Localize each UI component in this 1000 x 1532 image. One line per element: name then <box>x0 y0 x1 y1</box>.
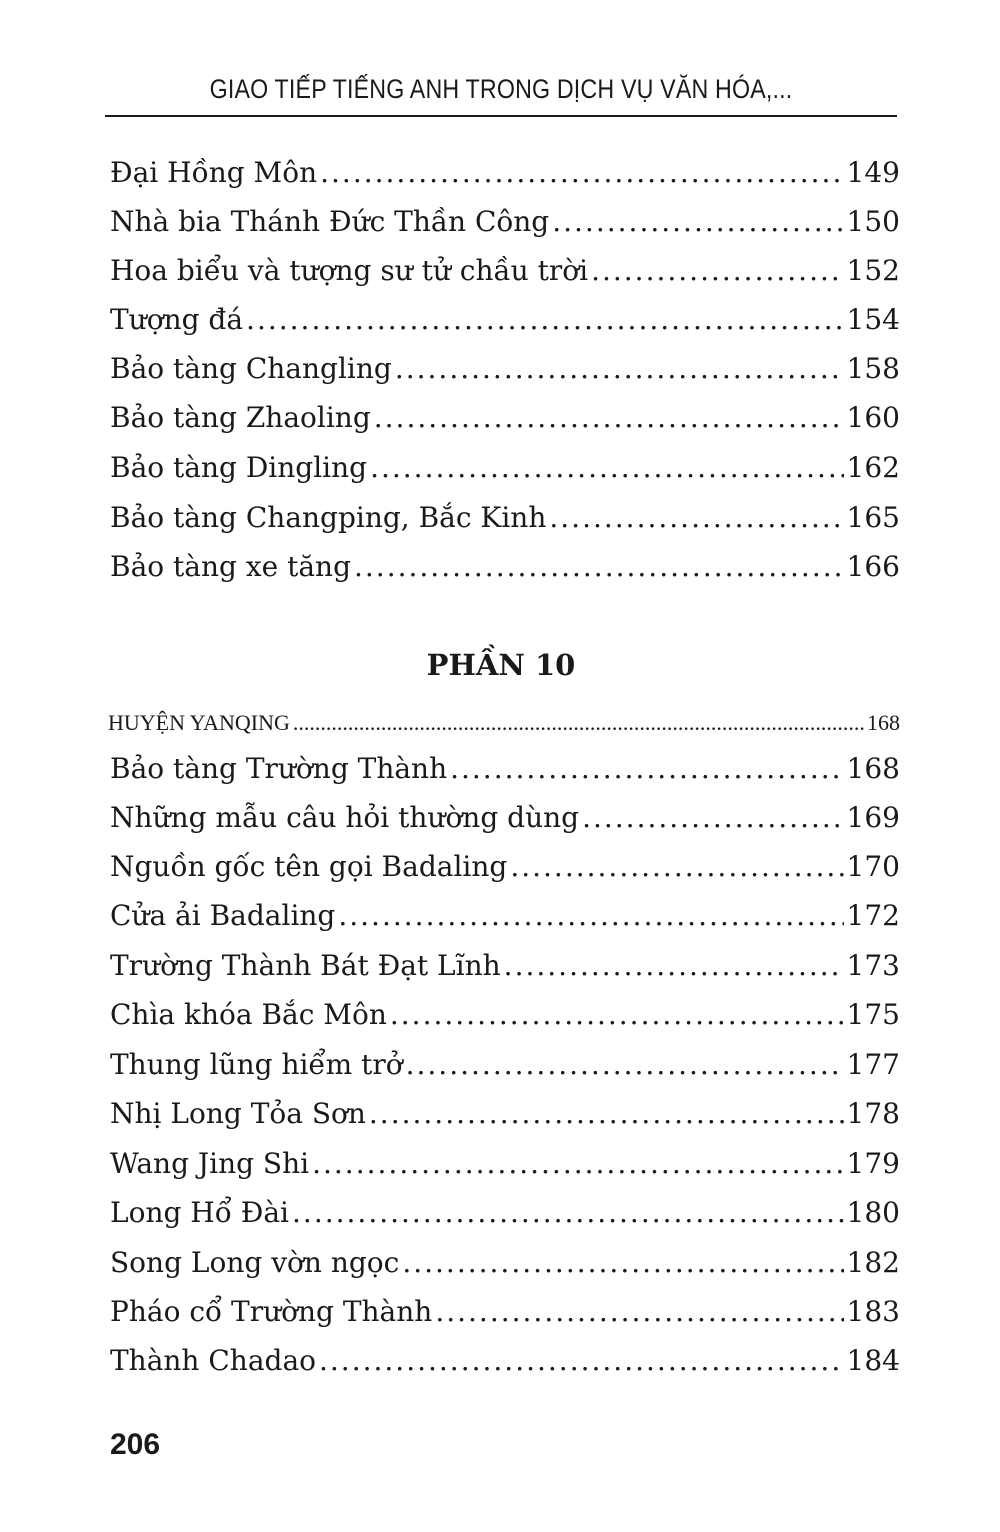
toc-entry[interactable] <box>110 1343 900 1379</box>
toc-entry[interactable] <box>110 400 900 436</box>
toc-entry-page: 182 <box>846 1246 900 1279</box>
dot-leader <box>390 997 844 1033</box>
toc-entry[interactable] <box>110 1096 900 1132</box>
toc-entry-title: Tượng đá <box>110 303 244 336</box>
toc-entry[interactable] <box>110 253 900 289</box>
toc-entry-title: Pháo cổ Trường Thành <box>110 1295 433 1328</box>
toc-entry-page: 173 <box>846 949 900 982</box>
dot-leader <box>338 898 843 934</box>
dot-leader <box>370 450 843 486</box>
toc-entry-title: Wang Jing Shi <box>110 1147 310 1180</box>
toc-entry-page: 169 <box>846 801 900 834</box>
dot-leader <box>312 1146 843 1182</box>
toc-entry-title: Bảo tàng Changping, Bắc Kinh <box>110 501 547 534</box>
dot-leader <box>246 302 844 338</box>
toc-entry-page: 175 <box>846 998 900 1031</box>
toc-subheading-title: HUYỆN YANQING <box>108 710 290 735</box>
toc-entry[interactable] <box>110 1245 900 1281</box>
dot-leader <box>504 948 844 984</box>
toc-entry-title: Cửa ải Badaling <box>110 899 336 932</box>
toc-entry-page: 154 <box>846 303 900 336</box>
toc-entry[interactable] <box>110 1294 900 1330</box>
dot-leader <box>395 351 844 387</box>
toc-entry-page: 160 <box>846 401 900 434</box>
dot-leader <box>320 155 843 191</box>
toc-entry-page: 162 <box>846 451 900 484</box>
toc-entry-page: 166 <box>846 550 900 583</box>
toc-entry-title: Nhị Long Tỏa Sơn <box>110 1097 366 1130</box>
toc-entry[interactable] <box>110 549 900 585</box>
toc-entry-page: 152 <box>846 254 900 287</box>
toc-entry-title: Thành Chadao <box>110 1344 316 1377</box>
dot-leader <box>292 1195 844 1231</box>
dot-leader <box>369 1096 844 1132</box>
toc-entry-title: Hoa biểu và tượng sư tử chầu trời <box>110 254 589 287</box>
toc-entry-page: 172 <box>846 899 900 932</box>
dot-leader <box>510 849 843 885</box>
toc-entry-title: Song Long vờn ngọc <box>110 1246 400 1279</box>
toc-entry-title: Bảo tàng Dingling <box>110 451 368 484</box>
page-number: 206 <box>110 1428 161 1461</box>
dot-leader <box>435 1294 843 1330</box>
dot-leader <box>549 500 843 536</box>
header-rule <box>105 115 897 117</box>
toc-entry[interactable] <box>110 204 900 240</box>
dot-leader <box>591 253 843 289</box>
toc-entry[interactable] <box>110 800 900 836</box>
toc-entry-title: Chìa khóa Bắc Môn <box>110 998 387 1031</box>
toc-entry-page: 168 <box>846 752 900 785</box>
toc-subheading-entry[interactable] <box>108 705 900 741</box>
dot-leader <box>402 1245 843 1281</box>
toc-entry-title: Bảo tàng Zhaoling <box>110 401 371 434</box>
toc-entry[interactable] <box>110 849 900 885</box>
toc-entry-title: Thung lũng hiểm trở <box>110 1048 403 1081</box>
dot-leader <box>450 751 843 787</box>
dot-leader <box>374 400 844 436</box>
toc-entry[interactable] <box>110 351 900 387</box>
toc-subheading-page: 168 <box>867 710 900 735</box>
dot-leader <box>354 549 844 585</box>
toc-entry-title: Bảo tàng Changling <box>110 352 392 385</box>
running-header-title: GIAO TIẾP TIẾNG ANH TRONG DỊCH VỤ VĂN HÓA,... <box>209 74 793 104</box>
dot-leader <box>319 1343 844 1379</box>
toc-entry[interactable] <box>110 1195 900 1231</box>
dot-leader <box>406 1047 844 1083</box>
toc-entry-page: 184 <box>846 1344 900 1377</box>
toc-entry-page: 158 <box>846 352 900 385</box>
toc-entry-page: 177 <box>846 1048 900 1081</box>
toc-entry-page: 150 <box>846 205 900 238</box>
toc-entry-page: 180 <box>846 1196 900 1229</box>
toc-entry-page: 170 <box>846 850 900 883</box>
toc-entry[interactable] <box>110 1047 900 1083</box>
toc-entry-title: Đại Hồng Môn <box>110 156 318 189</box>
toc-entry-title: Những mẫu câu hỏi thường dùng <box>110 801 580 834</box>
toc-entry[interactable] <box>110 997 900 1033</box>
toc-entry[interactable] <box>110 1146 900 1182</box>
toc-entry[interactable] <box>110 948 900 984</box>
toc-entry-title: Bảo tàng xe tăng <box>110 550 351 583</box>
toc-entry-title: Trường Thành Bát Đạt Lĩnh <box>110 949 501 982</box>
dot-leader <box>582 800 843 836</box>
toc-entry-page: 179 <box>846 1147 900 1180</box>
toc-entry[interactable] <box>110 302 900 338</box>
toc-entry[interactable] <box>110 751 900 787</box>
section-heading: PHẦN 10 <box>426 648 576 682</box>
toc-entry[interactable] <box>110 155 900 191</box>
toc-entry-page: 149 <box>846 156 900 189</box>
toc-entry[interactable] <box>110 898 900 934</box>
dot-leader <box>293 705 864 741</box>
toc-entry-title: Long Hổ Đài <box>110 1196 290 1229</box>
toc-entry[interactable] <box>110 450 900 486</box>
dot-leader <box>552 204 843 240</box>
toc-entry-title: Nhà bia Thánh Đức Thần Công <box>110 205 550 238</box>
toc-entry-page: 183 <box>846 1295 900 1328</box>
toc-entry-page: 165 <box>846 501 900 534</box>
toc-entry-page: 178 <box>846 1097 900 1130</box>
toc-entry[interactable] <box>110 500 900 536</box>
toc-entry-title: Bảo tàng Trường Thành <box>110 752 448 785</box>
toc-entry-title: Nguồn gốc tên gọi Badaling <box>110 850 508 883</box>
